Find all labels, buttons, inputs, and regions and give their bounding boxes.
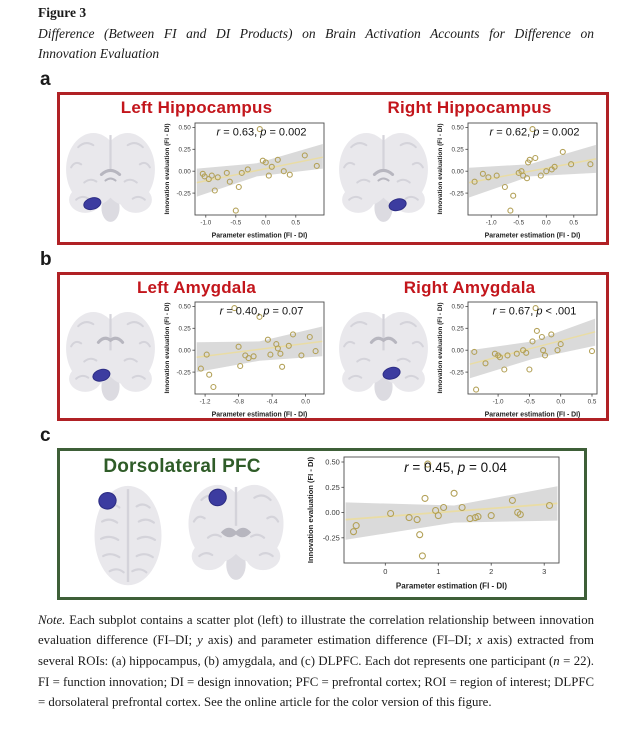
y-tick-label: 0.25: [178, 146, 191, 154]
panel-c-box: [57, 448, 587, 600]
y-tick-label: -0.25: [176, 190, 191, 198]
brain-coronal1-image: [333, 127, 434, 232]
figure-title-line1: Difference (Between FI and DI Products) on Brain Activation Accounts for Difference on: [38, 26, 594, 41]
subpanel-content: [60, 118, 333, 242]
y-tick-label: -0.25: [449, 368, 464, 376]
scatter-point: [207, 372, 212, 377]
y-tick-label: -0.25: [322, 533, 340, 543]
subpanel-right-amygdala: [333, 275, 606, 418]
x-tick-label: 0: [383, 566, 388, 576]
x-tick-label: 3: [542, 566, 547, 576]
scatter-point: [236, 185, 241, 190]
x-tick-label: -0.5: [523, 398, 535, 406]
x-tick-label: 2: [489, 566, 494, 576]
right-temporal-lobe: [246, 542, 281, 570]
x-tick-label: 0.5: [587, 398, 597, 406]
x-axis-label: Parameter estimation (FI - DI): [484, 411, 581, 418]
y-tick-label: 0.25: [451, 325, 464, 333]
y-tick-label: 0.50: [325, 457, 340, 467]
scatter-point: [419, 553, 425, 559]
right-temporal-lobe: [120, 187, 152, 213]
correlation-annotation: r = 0.67, p < .001: [492, 305, 577, 317]
y-tick-label: 0.50: [178, 124, 191, 132]
scatter-point: [527, 367, 532, 372]
panel-a-box: [57, 92, 609, 245]
y-axis-label: Innovation evaluation (FI - DI): [164, 302, 171, 393]
brain-images: [333, 127, 434, 232]
y-axis-label: Innovation evaluation (FI - DI): [437, 302, 444, 393]
x-axis-label: Parameter estimation (FI - DI): [211, 232, 308, 240]
scatter-point: [511, 193, 516, 198]
scatter-point: [474, 387, 479, 392]
scatter-point: [560, 149, 565, 154]
correlation-annotation: r = 0.62, p = 0.002: [489, 126, 580, 139]
x-tick-label: -1.0: [200, 219, 212, 227]
scatter-plot-left-amygdala: [161, 298, 333, 419]
dlpfc-scatter-wrap: [304, 451, 570, 596]
y-tick-label: 0.00: [451, 347, 464, 354]
brain-images: [60, 306, 161, 411]
brain-images: [333, 306, 434, 411]
dlpfc-left-column: [60, 456, 304, 591]
figure-title-line2: Innovation Evaluation: [38, 46, 160, 62]
panel-label-c: c: [40, 424, 51, 446]
brain-coronal3-image: [182, 478, 290, 591]
y-axis-label: Innovation evaluation (FI - DI): [164, 123, 171, 215]
y-tick-label: -0.25: [176, 368, 191, 376]
note-lead: Note.: [38, 612, 66, 627]
figure-label: Figure 3: [38, 5, 87, 20]
note-segment: Each subplot contains a scatter plot (left) to illustrate the correlation relationship between innovation evaluation difference (FI–DI;: [38, 612, 594, 648]
x-axis-label: Parameter estimation (FI - DI): [484, 232, 581, 240]
x-tick-label: -0.5: [230, 219, 242, 227]
subpanel-title: Right Hippocampus: [387, 97, 552, 117]
x-axis-label: Parameter estimation (FI - DI): [395, 581, 508, 591]
scatter-point: [534, 328, 539, 333]
scatter-point: [211, 384, 216, 389]
note-segment: axis) extracted from several ROIs: (a) hippocampus, (b) amygdala, and (c) DLPFC. Each dot represents one participant (: [38, 633, 594, 668]
brain-images: [60, 127, 161, 232]
left-temporal-lobe: [192, 542, 227, 570]
brain-coronal1-image: [60, 127, 161, 232]
scatter-point: [590, 348, 595, 353]
x-tick-label: 0.0: [541, 219, 551, 227]
subpanel-title: Left Amygdala: [136, 277, 257, 297]
scatter-point: [502, 185, 507, 190]
y-tick-label: 0.00: [325, 508, 340, 518]
y-tick-label: 0.25: [325, 483, 340, 492]
note-body: [38, 613, 594, 710]
panel-label-b: b: [40, 248, 52, 270]
note-segment: axis) and parameter estimation difference (FI–DI;: [202, 633, 477, 648]
x-tick-label: 1: [436, 566, 441, 576]
y-axis-label: Innovation evaluation (FI - DI): [437, 123, 444, 215]
scatter-point: [238, 363, 243, 368]
x-tick-label: -1.2: [199, 398, 211, 406]
left-temporal-lobe: [342, 187, 374, 213]
figure-title: [38, 24, 594, 65]
scatter-plot-dorsolateral-pfc: [304, 451, 570, 591]
subpanel-right-hippocampus: [333, 95, 606, 242]
y-tick-label: -0.25: [449, 190, 464, 198]
panel-label-a: a: [40, 68, 51, 90]
subpanel-content: [333, 118, 606, 242]
scatter-point: [451, 490, 457, 496]
x-tick-label: -0.8: [233, 398, 245, 406]
y-tick-label: 0.00: [178, 347, 191, 354]
scatter-point: [422, 495, 428, 501]
x-tick-label: -0.4: [266, 398, 278, 406]
scatter-point: [508, 208, 513, 213]
note-segment: n: [553, 653, 560, 668]
scatter-point: [233, 208, 238, 213]
x-tick-label: 0.5: [569, 219, 579, 227]
y-tick-label: 0.50: [451, 303, 464, 311]
x-tick-label: 0.0: [556, 398, 566, 406]
scatter-point: [280, 364, 285, 369]
scatter-plot-right-hippocampus: [434, 119, 606, 240]
y-axis-label: Innovation evaluation (FI - DI): [306, 456, 315, 564]
subpanel-content: [60, 298, 333, 419]
scatter-point: [533, 156, 538, 161]
note-segment: = 22). FI = function innovation; DI = design innovation; PFC = prefrontal cortex; ROI = region of interest; DLPFC = dorsolateral prefrontal cortex. See the online article for the color version of this figure.: [38, 653, 594, 710]
scatter-point: [417, 532, 423, 538]
panel-b-box: [57, 272, 609, 421]
subpanel-title: Left Hippocampus: [120, 97, 273, 117]
x-tick-label: -1.0: [492, 398, 504, 406]
brain-images: [74, 478, 290, 591]
note-segment: y: [197, 633, 203, 648]
y-tick-label: 0.00: [451, 168, 464, 176]
right-temporal-lobe: [120, 365, 152, 391]
x-tick-label: 0.5: [291, 219, 301, 227]
correlation-annotation: r = 0.45, p = 0.04: [404, 460, 507, 475]
subpanel-title: Right Amygdala: [403, 277, 536, 297]
brain-coronal2-image: [60, 306, 161, 411]
subpanel-content: [333, 298, 606, 419]
y-tick-label: 0.00: [178, 168, 191, 176]
y-tick-label: 0.25: [451, 146, 464, 154]
brain-axial-image: [74, 478, 182, 591]
figure-note: [38, 610, 594, 714]
subpanel-title: Dorsolateral PFC: [103, 456, 261, 477]
brain-coronal2-image: [333, 306, 434, 411]
y-tick-label: 0.25: [178, 325, 191, 333]
scatter-point: [287, 172, 292, 177]
x-tick-label: -1.0: [485, 219, 497, 227]
y-tick-label: 0.50: [178, 303, 191, 311]
x-tick-label: 0.0: [261, 219, 271, 227]
left-temporal-lobe: [342, 365, 374, 391]
correlation-annotation: r = 0.63, p = 0.002: [216, 126, 307, 139]
x-axis-label: Parameter estimation (FI - DI): [211, 411, 308, 418]
scatter-point: [502, 367, 507, 372]
panels-container: [38, 68, 597, 600]
subpanel-left-amygdala: [60, 275, 333, 418]
x-tick-label: 0.0: [301, 398, 310, 406]
correlation-annotation: r = 0.40, p = 0.07: [219, 305, 304, 317]
scatter-plot-left-hippocampus: [161, 119, 333, 240]
note-segment: x: [476, 633, 483, 648]
x-tick-label: -0.5: [513, 219, 525, 227]
y-tick-label: 0.50: [451, 124, 464, 132]
scatter-plot-right-amygdala: [434, 298, 606, 419]
subpanel-left-hippocampus: [60, 95, 333, 242]
